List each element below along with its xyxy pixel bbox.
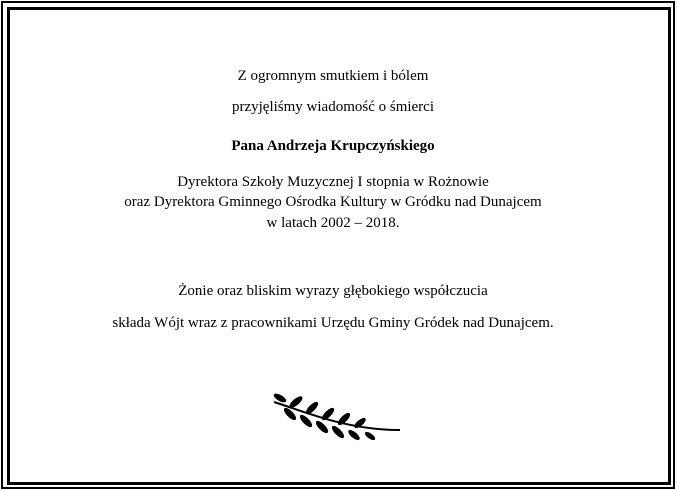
signature-line: składa Wójt wraz z pracownikami Urzędu Gminy Gródek nad Dunajcem.: [112, 315, 554, 331]
role-line-1: Dyrektora Szkoły Muzycznej I stopnia w Rożnowie: [177, 174, 489, 190]
deceased-name: Pana Andrzeja Krupczyńskiego: [231, 138, 435, 154]
laurel-branch-icon: [266, 392, 406, 452]
condolence-line: Żonie oraz bliskim wyrazy głębokiego współczucia: [178, 283, 488, 299]
role-line-2: oraz Dyrektora Gminnego Ośrodka Kultury w Gródku nad Dunajcem: [124, 194, 542, 210]
announcement-line: przyjęliśmy wiadomość o śmierci: [231, 99, 435, 115]
years-line: w latach 2002 – 2018.: [266, 215, 400, 231]
opening-line: Z ogromnym smutkiem i bólem: [237, 68, 429, 84]
